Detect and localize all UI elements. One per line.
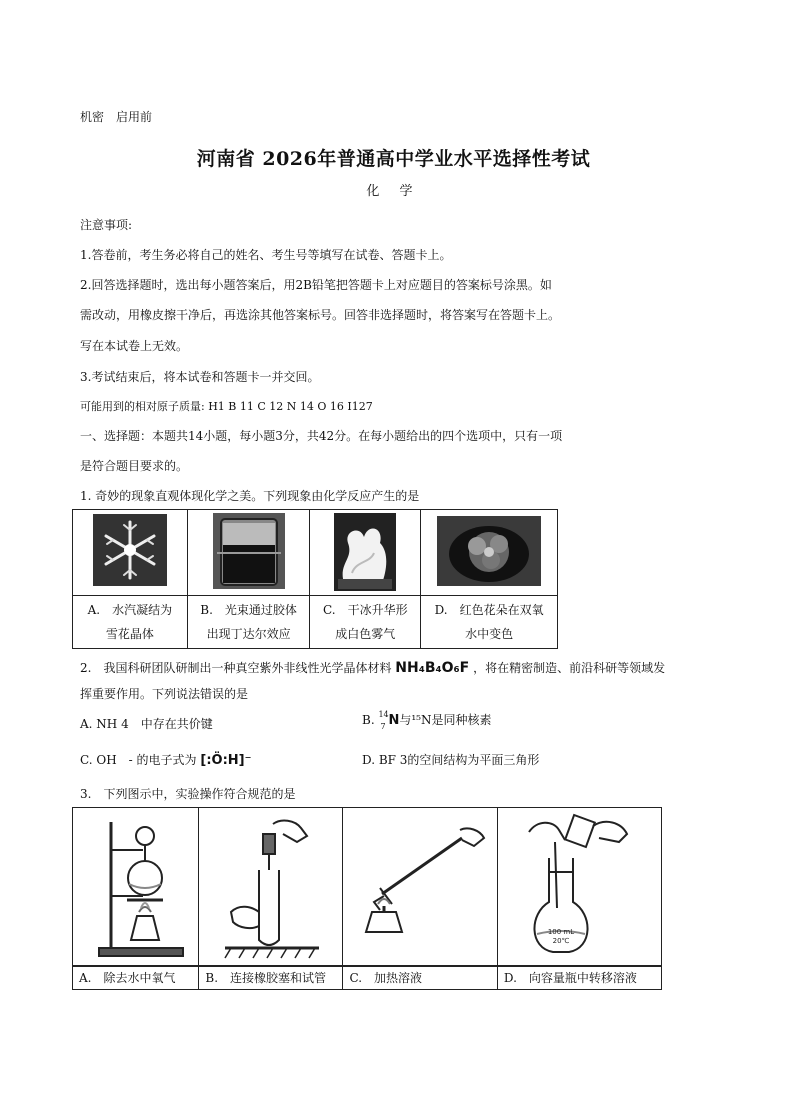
q2-stem-line2: 挥重要作用。下列说法错误的是 bbox=[80, 687, 249, 701]
heating-tube-icon bbox=[350, 820, 490, 940]
oh-electron-formula: [:Ö:H]⁻ bbox=[200, 753, 252, 768]
q1-option-d[interactable]: D. 红色花朵在双氧 水中变色 bbox=[421, 596, 558, 649]
q1-option-d-image bbox=[421, 510, 558, 596]
section1-line2: 是符合题目要求的。 bbox=[80, 459, 189, 473]
q1-option-c[interactable]: C. 干冰升华形 成白色雾气 bbox=[310, 596, 421, 649]
q1-option-a-image bbox=[73, 510, 188, 596]
q2-option-b[interactable]: B. 14 7 N与¹⁵N是同种核素 bbox=[362, 709, 492, 731]
q2-option-a[interactable]: A. NH 4 中存在共价键 bbox=[80, 717, 213, 731]
q3-option-d-image bbox=[497, 808, 661, 966]
notes-item-3: 3.考试结束后，将本试卷和答题卡一并交回。 bbox=[80, 370, 320, 384]
notes-item-2c: 写在本试卷上无效。 bbox=[80, 339, 189, 353]
q3-option-a[interactable]: A. 除去水中氧气 bbox=[73, 966, 199, 990]
subject-title: 化 学 bbox=[366, 184, 421, 199]
atomic-mass-line: 可能用到的相对原子质量: H1 B 11 C 12 N 14 O 16 I127 bbox=[80, 400, 373, 413]
notes-item-2b: 需改动，用橡皮擦干净后，再选涂其他答案标号。回答非选择题时，将答案写在答题卡上。 bbox=[80, 308, 561, 322]
q2-stem: 2. 我国科研团队研制出一种真空紫外非线性光学晶体材料 NH₄B₄O₆F ，将在精密制造、前沿科研等领域发 bbox=[80, 660, 666, 676]
exam-title: 河南省 2026年普通高中学业水平选择性考试 bbox=[196, 148, 591, 170]
q1-option-a[interactable]: A. 水汽凝结为 雪花晶体 bbox=[73, 596, 188, 649]
notes-heading: 注意事项: bbox=[80, 218, 133, 232]
confidential-label: 机密 启用前 bbox=[80, 110, 153, 124]
volumetric-flask-icon bbox=[509, 812, 649, 962]
q2-option-d[interactable]: D. BF 3的空间结构为平面三角形 bbox=[362, 753, 540, 767]
flask-label-volume: 100 mL bbox=[548, 928, 575, 936]
q3-stem: 3. 下列图示中，实验操作符合规范的是 bbox=[80, 787, 296, 801]
dry-ice-fog-icon bbox=[334, 513, 396, 591]
flower-icon bbox=[437, 516, 541, 586]
q3-option-b[interactable]: B. 连接橡胶塞和试管 bbox=[199, 966, 343, 990]
notes-item-2a: 2.回答选择题时，选出每小题答案后，用2B铅笔把答题卡上对应题目的答案标号涂黑。如 bbox=[80, 278, 552, 292]
distillation-apparatus-icon bbox=[81, 812, 191, 962]
section1-line1: 一、选择题：本题共14小题，每小题3分，共42分。在每小题给出的四个选项中，只有一项 bbox=[80, 429, 563, 443]
q3-option-c[interactable]: C. 加热溶液 bbox=[343, 966, 497, 990]
beaker-tyndall-icon bbox=[213, 513, 285, 589]
snowflake-icon bbox=[93, 514, 167, 586]
q3-option-d[interactable]: D. 向容量瓶中转移溶液 bbox=[497, 966, 661, 990]
q3-option-a-image bbox=[73, 808, 199, 966]
notes-item-1: 1.答卷前，考生务必将自己的姓名、考生号等填写在试卷、答题卡上。 bbox=[80, 248, 452, 262]
q3-options-table bbox=[72, 807, 662, 990]
q2-option-c[interactable]: C. OH - 的电子式为 [:Ö:H]⁻ bbox=[80, 753, 252, 768]
q2-formula: NH₄B₄O₆F bbox=[395, 660, 470, 676]
q1-option-b[interactable]: B. 光束通过胶体 出现丁达尔效应 bbox=[187, 596, 310, 649]
q3-option-b-image bbox=[199, 808, 343, 966]
q1-options-table bbox=[72, 509, 558, 649]
q3-option-c-image bbox=[343, 808, 497, 966]
flask-label-temp: 20℃ bbox=[553, 937, 570, 945]
test-tube-stopper-icon bbox=[211, 812, 331, 962]
q1-option-c-image bbox=[310, 510, 421, 596]
q1-stem: 1. 奇妙的现象直观体现化学之美。下列现象由化学反应产生的是 bbox=[80, 489, 420, 503]
q1-option-b-image bbox=[187, 510, 310, 596]
